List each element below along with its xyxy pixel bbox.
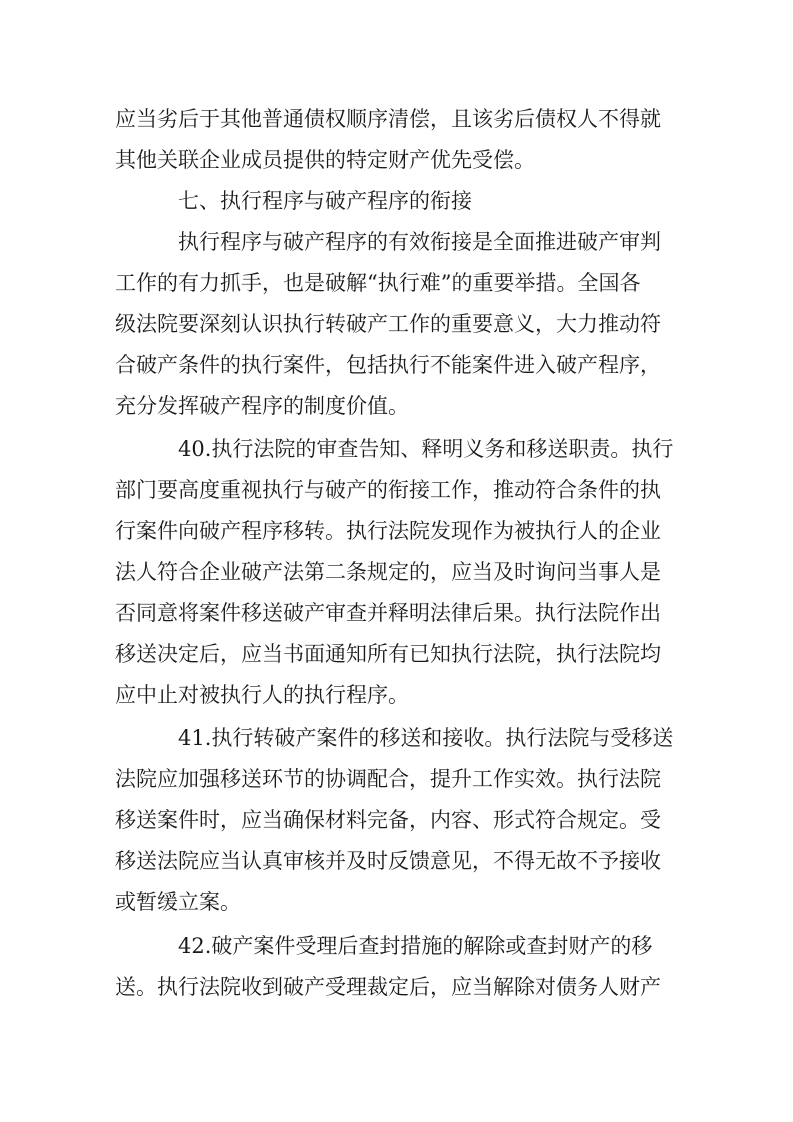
text-line [0, 222, 793, 262]
line-text: 移送法院应当认真审核并及时反馈意见，不得无故不予接收 [115, 849, 661, 873]
text-line [0, 634, 793, 674]
section-heading-text: 七、执行程序与破产程序的衔接 [178, 189, 472, 213]
line-text: 否同意将案件移送破产审查并释明法律后果。执行法院作出 [115, 601, 661, 625]
text-line [0, 593, 793, 633]
line-text: 充分发挥破产程序的制度价值。 [115, 394, 409, 418]
text-line [0, 140, 793, 180]
text-line [0, 511, 793, 551]
line-text: 或暂缓立案。 [115, 890, 241, 914]
line-text: 法人符合企业破产法第二条规定的，应当及时询问当事人是 [115, 560, 661, 584]
text-line [0, 99, 793, 139]
line-text: 移送案件时，应当确保材料完备，内容、形式符合规定。受 [115, 808, 661, 832]
line-text: 法院应加强移送环节的协调配合，提升工作实效。执行法院 [115, 767, 661, 791]
line-text: 42.破产案件受理后查封措施的解除或查封财产的移 [178, 934, 653, 958]
text-line [0, 304, 793, 344]
line-text: 其他关联企业成员提供的特定财产优先受偿。 [115, 148, 535, 172]
text-line [0, 841, 793, 881]
line-text: 应中止对被执行人的执行程序。 [115, 683, 409, 707]
line-text: 应当劣后于其他普通债权顺序清偿，且该劣后债权人不得就 [115, 107, 661, 131]
text-line [0, 882, 793, 922]
text-line [0, 386, 793, 426]
line-text: 41.执行转破产案件的移送和接收。执行法院与受移送 [178, 726, 674, 750]
line-text: 合破产条件的执行案件，包括执行不能案件进入破产程序， [115, 353, 661, 377]
section-heading [0, 181, 793, 221]
text-line [0, 470, 793, 510]
text-line [0, 263, 793, 303]
line-text: 移送决定后，应当书面通知所有已知执行法院，执行法院均 [115, 642, 661, 666]
text-line [0, 759, 793, 799]
text-line [0, 552, 793, 592]
line-text: 工作的有力抓手，也是破解“执行难”的重要举措。全国各 [115, 271, 641, 295]
line-text: 级法院要深刻认识执行转破产工作的重要意义，大力推动符 [115, 312, 661, 336]
line-text: 部门要高度重视执行与破产的衔接工作，推动符合条件的执 [115, 478, 661, 502]
line-text: 40.执行法院的审查告知、释明义务和移送职责。执行 [178, 437, 674, 461]
text-line [0, 345, 793, 385]
text-line [0, 926, 793, 966]
text-line [0, 429, 793, 469]
line-text: 执行程序与破产程序的有效衔接是全面推进破产审判 [178, 230, 661, 254]
text-line [0, 800, 793, 840]
text-line [0, 718, 793, 758]
text-line [0, 967, 793, 1007]
line-text: 行案件向破产程序移转。执行法院发现作为被执行人的企业 [115, 519, 661, 543]
text-line [0, 675, 793, 715]
line-text: 送。执行法院收到破产受理裁定后，应当解除对债务人财产 [115, 975, 661, 999]
